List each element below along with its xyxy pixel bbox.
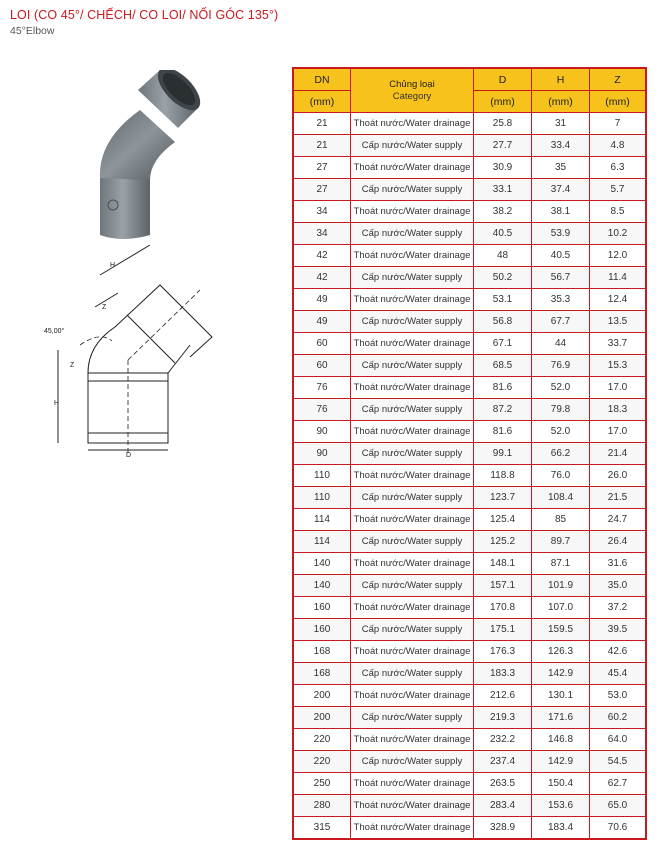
- cell-dn: 76: [293, 399, 351, 421]
- cell-category: Thoát nước/Water drainage: [351, 113, 474, 135]
- table-row: [293, 113, 646, 135]
- cell-category: Cấp nước/Water supply: [351, 619, 474, 641]
- cell-d: 212.6: [474, 685, 532, 707]
- page-title: LOI (CO 45°/ CHẾCH/ CO LOI/ NỐI GÓC 135°): [10, 8, 279, 22]
- cell-dn: 42: [293, 267, 351, 289]
- cell-dn: 220: [293, 751, 351, 773]
- cell-category: Thoát nước/Water drainage: [351, 377, 474, 399]
- header-category-vi: Chủng loại: [389, 78, 435, 90]
- cell-d: 33.1: [474, 179, 532, 201]
- cell-z: 12.0: [590, 245, 647, 267]
- cell-h: 52.0: [532, 421, 590, 443]
- cell-category: Cấp nước/Water supply: [351, 179, 474, 201]
- cell-category: Thoát nước/Water drainage: [351, 509, 474, 531]
- cell-d: 183.3: [474, 663, 532, 685]
- cell-category: Cấp nước/Water supply: [351, 751, 474, 773]
- cell-category: Cấp nước/Water supply: [351, 707, 474, 729]
- cell-h: 76.9: [532, 355, 590, 377]
- cell-h: 153.6: [532, 795, 590, 817]
- page-subtitle: 45°Elbow: [10, 25, 55, 37]
- angle-label: 45,00°: [44, 328, 65, 335]
- cell-dn: 21: [293, 135, 351, 157]
- table-row: [293, 135, 646, 157]
- table-row: [293, 817, 646, 840]
- header-z: Z: [590, 68, 647, 91]
- cell-z: 17.0: [590, 377, 647, 399]
- cell-z: 15.3: [590, 355, 647, 377]
- cell-dn: 250: [293, 773, 351, 795]
- cell-h: 130.1: [532, 685, 590, 707]
- cell-dn: 140: [293, 553, 351, 575]
- cell-d: 283.4: [474, 795, 532, 817]
- cell-dn: 34: [293, 201, 351, 223]
- cell-h: 53.9: [532, 223, 590, 245]
- table-row: [293, 443, 646, 465]
- cell-z: 65.0: [590, 795, 647, 817]
- cell-h: 35: [532, 157, 590, 179]
- cell-h: 183.4: [532, 817, 590, 840]
- table-row: [293, 421, 646, 443]
- cell-dn: 168: [293, 641, 351, 663]
- cell-dn: 160: [293, 619, 351, 641]
- cell-dn: 60: [293, 355, 351, 377]
- h-side-label: H: [54, 400, 60, 407]
- cell-dn: 42: [293, 245, 351, 267]
- table-row: [293, 751, 646, 773]
- cell-h: 126.3: [532, 641, 590, 663]
- cell-d: 176.3: [474, 641, 532, 663]
- cell-h: 33.4: [532, 135, 590, 157]
- cell-z: 5.7: [590, 179, 647, 201]
- cell-z: 45.4: [590, 663, 647, 685]
- table-row: [293, 487, 646, 509]
- cell-h: 85: [532, 509, 590, 531]
- cell-d: 53.1: [474, 289, 532, 311]
- table-row: [293, 465, 646, 487]
- cell-category: Thoát nước/Water drainage: [351, 817, 474, 840]
- cell-category: Cấp nước/Water supply: [351, 311, 474, 333]
- cell-d: 99.1: [474, 443, 532, 465]
- cell-z: 21.5: [590, 487, 647, 509]
- table-row: [293, 289, 646, 311]
- cell-z: 26.0: [590, 465, 647, 487]
- cell-category: Thoát nước/Water drainage: [351, 773, 474, 795]
- table-row: [293, 245, 646, 267]
- cell-dn: 21: [293, 113, 351, 135]
- cell-d: 157.1: [474, 575, 532, 597]
- header-h-unit: (mm): [532, 91, 590, 113]
- cell-dn: 110: [293, 465, 351, 487]
- table-row: [293, 707, 646, 729]
- cell-category: Thoát nước/Water drainage: [351, 795, 474, 817]
- cell-z: 12.4: [590, 289, 647, 311]
- cell-h: 38.1: [532, 201, 590, 223]
- cell-z: 33.7: [590, 333, 647, 355]
- cell-z: 31.6: [590, 553, 647, 575]
- cell-category: Cấp nước/Water supply: [351, 531, 474, 553]
- cell-category: Thoát nước/Water drainage: [351, 729, 474, 751]
- cell-d: 30.9: [474, 157, 532, 179]
- cell-z: 8.5: [590, 201, 647, 223]
- cell-d: 123.7: [474, 487, 532, 509]
- header-category-en: Category: [392, 90, 432, 102]
- cell-dn: 200: [293, 685, 351, 707]
- cell-category: Cấp nước/Water supply: [351, 663, 474, 685]
- table-row: [293, 597, 646, 619]
- cell-d: 87.2: [474, 399, 532, 421]
- cell-d: 81.6: [474, 377, 532, 399]
- cell-category: Thoát nước/Water drainage: [351, 289, 474, 311]
- cell-dn: 315: [293, 817, 351, 840]
- cell-z: 54.5: [590, 751, 647, 773]
- cell-h: 89.7: [532, 531, 590, 553]
- cell-h: 146.8: [532, 729, 590, 751]
- cell-dn: 27: [293, 157, 351, 179]
- cell-d: 81.6: [474, 421, 532, 443]
- cell-z: 18.3: [590, 399, 647, 421]
- cell-h: 159.5: [532, 619, 590, 641]
- cell-category: Thoát nước/Water drainage: [351, 641, 474, 663]
- cell-h: 52.0: [532, 377, 590, 399]
- table-row: [293, 399, 646, 421]
- cell-d: 25.8: [474, 113, 532, 135]
- header-h: H: [532, 68, 590, 91]
- table-row: [293, 685, 646, 707]
- cell-d: 56.8: [474, 311, 532, 333]
- table-row: [293, 509, 646, 531]
- cell-d: 170.8: [474, 597, 532, 619]
- cell-h: 44: [532, 333, 590, 355]
- cell-z: 42.6: [590, 641, 647, 663]
- cell-d: 125.2: [474, 531, 532, 553]
- cell-dn: 110: [293, 487, 351, 509]
- cell-dn: 160: [293, 597, 351, 619]
- cell-dn: 49: [293, 289, 351, 311]
- cell-category: Thoát nước/Water drainage: [351, 465, 474, 487]
- cell-h: 76.0: [532, 465, 590, 487]
- cell-category: Thoát nước/Water drainage: [351, 553, 474, 575]
- cell-h: 40.5: [532, 245, 590, 267]
- cell-z: 11.4: [590, 267, 647, 289]
- cell-dn: 168: [293, 663, 351, 685]
- cell-d: 232.2: [474, 729, 532, 751]
- cell-dn: 34: [293, 223, 351, 245]
- cell-z: 24.7: [590, 509, 647, 531]
- cell-dn: 76: [293, 377, 351, 399]
- cell-h: 79.8: [532, 399, 590, 421]
- cell-h: 67.7: [532, 311, 590, 333]
- cell-h: 108.4: [532, 487, 590, 509]
- cell-z: 62.7: [590, 773, 647, 795]
- cell-z: 53.0: [590, 685, 647, 707]
- table-row: [293, 333, 646, 355]
- header-dn-unit: (mm): [293, 91, 351, 113]
- cell-d: 27.7: [474, 135, 532, 157]
- table-row: [293, 179, 646, 201]
- spec-table: [292, 67, 647, 840]
- cell-category: Thoát nước/Water drainage: [351, 421, 474, 443]
- cell-h: 101.9: [532, 575, 590, 597]
- cell-h: 31: [532, 113, 590, 135]
- table-row: [293, 795, 646, 817]
- cell-d: 328.9: [474, 817, 532, 840]
- header-d-unit: (mm): [474, 91, 532, 113]
- elbow-technical-drawing: [40, 245, 230, 460]
- table-row: [293, 223, 646, 245]
- cell-d: 125.4: [474, 509, 532, 531]
- cell-category: Thoát nước/Water drainage: [351, 245, 474, 267]
- header-category: [351, 68, 474, 113]
- z-side-label: Z: [70, 362, 75, 369]
- cell-z: 6.3: [590, 157, 647, 179]
- cell-z: 60.2: [590, 707, 647, 729]
- cell-h: 87.1: [532, 553, 590, 575]
- cell-category: Cấp nước/Water supply: [351, 223, 474, 245]
- cell-d: 237.4: [474, 751, 532, 773]
- cell-z: 4.8: [590, 135, 647, 157]
- cell-h: 37.4: [532, 179, 590, 201]
- table-row: [293, 531, 646, 553]
- cell-dn: 280: [293, 795, 351, 817]
- cell-category: Thoát nước/Water drainage: [351, 201, 474, 223]
- header-dn: DN: [293, 68, 351, 91]
- z-top-label: Z: [102, 304, 107, 311]
- cell-d: 263.5: [474, 773, 532, 795]
- elbow-product-image: [80, 70, 210, 245]
- cell-d: 67.1: [474, 333, 532, 355]
- cell-h: 142.9: [532, 663, 590, 685]
- cell-h: 35.3: [532, 289, 590, 311]
- cell-d: 50.2: [474, 267, 532, 289]
- cell-d: 68.5: [474, 355, 532, 377]
- cell-h: 56.7: [532, 267, 590, 289]
- cell-category: Cấp nước/Water supply: [351, 355, 474, 377]
- cell-category: Cấp nước/Water supply: [351, 267, 474, 289]
- cell-category: Cấp nước/Water supply: [351, 399, 474, 421]
- cell-d: 175.1: [474, 619, 532, 641]
- cell-dn: 114: [293, 531, 351, 553]
- header-d: D: [474, 68, 532, 91]
- cell-d: 40.5: [474, 223, 532, 245]
- table-row: [293, 157, 646, 179]
- cell-category: Cấp nước/Water supply: [351, 443, 474, 465]
- cell-category: Thoát nước/Water drainage: [351, 597, 474, 619]
- table-row: [293, 575, 646, 597]
- cell-z: 21.4: [590, 443, 647, 465]
- cell-d: 118.8: [474, 465, 532, 487]
- cell-h: 142.9: [532, 751, 590, 773]
- cell-dn: 27: [293, 179, 351, 201]
- table-row: [293, 729, 646, 751]
- cell-h: 66.2: [532, 443, 590, 465]
- cell-z: 7: [590, 113, 647, 135]
- cell-dn: 90: [293, 443, 351, 465]
- cell-z: 70.6: [590, 817, 647, 840]
- cell-category: Thoát nước/Water drainage: [351, 157, 474, 179]
- header-z-unit: (mm): [590, 91, 647, 113]
- table-row: [293, 553, 646, 575]
- cell-z: 13.5: [590, 311, 647, 333]
- table-row: [293, 311, 646, 333]
- table-row: [293, 377, 646, 399]
- header-row-top: [293, 68, 646, 91]
- cell-category: Cấp nước/Water supply: [351, 575, 474, 597]
- cell-z: 35.0: [590, 575, 647, 597]
- table-row: [293, 355, 646, 377]
- cell-dn: 49: [293, 311, 351, 333]
- d-label: D: [126, 452, 132, 459]
- table-row: [293, 267, 646, 289]
- table-row: [293, 619, 646, 641]
- cell-z: 37.2: [590, 597, 647, 619]
- cell-z: 10.2: [590, 223, 647, 245]
- cell-h: 171.6: [532, 707, 590, 729]
- cell-dn: 220: [293, 729, 351, 751]
- cell-h: 150.4: [532, 773, 590, 795]
- cell-category: Cấp nước/Water supply: [351, 487, 474, 509]
- cell-dn: 140: [293, 575, 351, 597]
- cell-category: Cấp nước/Water supply: [351, 135, 474, 157]
- cell-h: 107.0: [532, 597, 590, 619]
- cell-category: Thoát nước/Water drainage: [351, 685, 474, 707]
- table-row: [293, 201, 646, 223]
- table-row: [293, 663, 646, 685]
- table-row: [293, 641, 646, 663]
- cell-z: 39.5: [590, 619, 647, 641]
- cell-dn: 60: [293, 333, 351, 355]
- cell-dn: 90: [293, 421, 351, 443]
- cell-d: 48: [474, 245, 532, 267]
- cell-z: 26.4: [590, 531, 647, 553]
- cell-d: 38.2: [474, 201, 532, 223]
- table-row: [293, 773, 646, 795]
- cell-z: 64.0: [590, 729, 647, 751]
- cell-dn: 114: [293, 509, 351, 531]
- cell-z: 17.0: [590, 421, 647, 443]
- cell-dn: 200: [293, 707, 351, 729]
- cell-d: 219.3: [474, 707, 532, 729]
- h-top-label: H: [110, 262, 116, 269]
- cell-d: 148.1: [474, 553, 532, 575]
- cell-category: Thoát nước/Water drainage: [351, 333, 474, 355]
